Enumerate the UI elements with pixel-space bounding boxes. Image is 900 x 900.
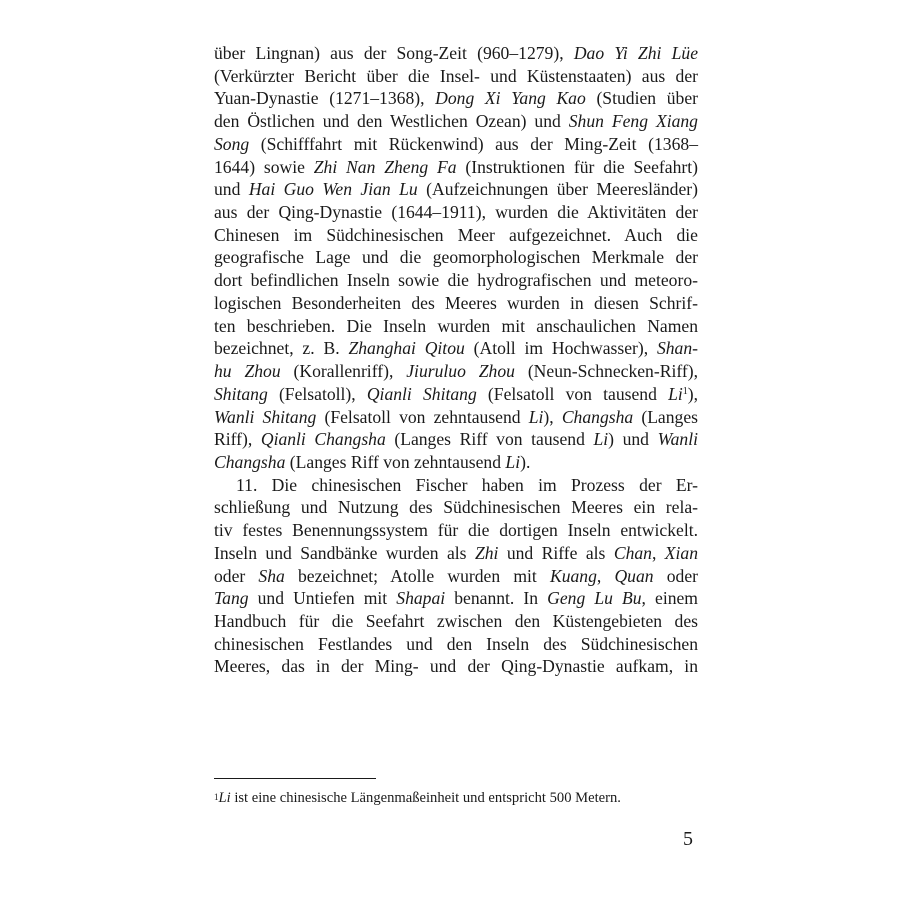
text-run: (Aufzeichnungen über Meeresländer) — [417, 179, 698, 200]
text-run: (Verkürzter Bericht über die Insel- und Küstenstaaten) aus der — [214, 65, 698, 86]
text-run: (Studien über — [585, 88, 698, 109]
italic-term: Wanli — [657, 429, 698, 450]
text-line — [214, 65, 698, 88]
text-run: 11. Die chinesischen Fischer haben im Prozess der Er- — [236, 474, 698, 495]
text-line — [214, 156, 698, 179]
italic-term: Song — [214, 133, 250, 154]
text-run: bezeichnet, z. B. — [214, 338, 349, 359]
text-run: und Untiefen mit — [248, 588, 397, 609]
footnote-divider — [214, 778, 376, 779]
text-line — [214, 474, 698, 497]
page-number: 5 — [683, 828, 693, 850]
text-line — [214, 428, 698, 451]
italic-term: Shan- — [656, 338, 698, 359]
italic-term: Li — [528, 406, 544, 427]
text-line — [214, 383, 698, 406]
text-line — [214, 542, 698, 565]
text-run: chinesischen Festlandes und den Inseln des Südchinesischen — [214, 633, 698, 654]
text-line — [214, 246, 698, 269]
italic-term: Jiuruluo Zhou — [406, 361, 515, 382]
italic-term: Quan — [614, 565, 654, 586]
text-run: (Schifffahrt mit Rückenwind) aus der Ming-Zeit (1368– — [249, 133, 698, 154]
italic-term: Shun Feng Xiang — [568, 111, 698, 132]
body-text — [214, 42, 698, 678]
italic-term: Xian — [664, 542, 699, 563]
italic-term: Hai Guo Wen Jian Lu — [248, 179, 418, 200]
text-line — [214, 633, 698, 656]
italic-term: hu Zhou — [214, 361, 281, 382]
text-run: oder — [653, 565, 698, 586]
footnote-ref: 1 — [682, 385, 688, 397]
text-run: logischen Besonderheiten des Meeres wurden in diesen Schrif- — [214, 292, 698, 313]
text-run: über Lingnan) aus der Song-Zeit (960–1279), — [214, 43, 574, 63]
text-line — [214, 133, 698, 156]
text-line — [214, 565, 698, 588]
text-run: Meeres, das in der Ming- und der Qing-Dynastie aufkam, in — [214, 656, 698, 677]
text-line — [214, 655, 698, 678]
italic-term: Chan — [613, 542, 652, 563]
text-run: ), — [543, 406, 562, 427]
text-line — [214, 110, 698, 133]
footnote — [214, 789, 698, 807]
text-line — [214, 451, 698, 474]
text-run: benannt. In — [445, 588, 548, 609]
text-line — [214, 519, 698, 542]
text-run: (Felsatoll von zehntausend — [316, 406, 529, 427]
italic-term: Dao Yi Zhi Lüe — [573, 43, 698, 63]
text-run: Handbuch für die Seefahrt zwischen den Küstengebieten des — [214, 610, 698, 631]
text-run: Riff), — [214, 429, 261, 450]
text-line — [214, 337, 698, 360]
italic-term: Shapai — [396, 588, 446, 609]
text-run: Chinesen im Südchinesischen Meer aufgezeichnet. Auch die — [214, 224, 698, 245]
text-run: ten beschrieben. Die Inseln wurden mit anschaulichen Namen — [214, 315, 698, 336]
text-line — [214, 42, 698, 65]
text-run: aus der Qing-Dynastie (1644–1911), wurden die Aktivitäten der — [214, 202, 698, 223]
text-run: dort befindlichen Inseln sowie die hydrografischen und meteoro- — [214, 270, 698, 291]
text-run: (Instruktionen für die Seefahrt) — [456, 156, 698, 177]
text-line — [214, 610, 698, 633]
text-line — [214, 587, 698, 610]
italic-term: Zhi — [474, 542, 499, 563]
italic-term: Zhi Nan Zheng Fa — [313, 156, 457, 177]
text-run: schließung und Nutzung des Südchinesischen Meeres ein rela- — [214, 497, 698, 518]
text-line — [214, 496, 698, 519]
text-run: (Langes — [633, 406, 698, 427]
text-line — [214, 269, 698, 292]
text-run: (Langes Riff von zehntausend — [285, 451, 506, 472]
italic-term: Shitang — [214, 383, 268, 404]
italic-term: Sha — [258, 565, 285, 586]
text-run: (Felsatoll von tausend — [476, 383, 669, 404]
text-line — [214, 178, 698, 201]
text-run: , — [596, 565, 615, 586]
text-run: (Atoll im Hochwasser), — [464, 338, 657, 359]
text-line — [214, 406, 698, 429]
text-run: Inseln und Sandbänke wurden als — [214, 542, 475, 563]
text-run: (Langes Riff von tausend — [385, 429, 594, 450]
footnote-text: ist eine chinesische Längenmaßeinheit und entspricht 500 Metern. — [230, 790, 621, 806]
italic-term: Dong Xi Yang Kao — [435, 88, 586, 109]
italic-term: Geng Lu Bu — [547, 588, 642, 609]
text-run: , — [651, 542, 665, 563]
text-run: ). — [520, 451, 531, 472]
footnote-term: Li — [218, 790, 231, 806]
italic-term: Tang — [214, 588, 249, 609]
text-line — [214, 224, 698, 247]
text-run: 1644) sowie — [214, 156, 314, 177]
text-run: (Felsatoll), — [267, 383, 367, 404]
text-run: ), — [687, 383, 699, 404]
italic-term: Qianli Shitang — [366, 383, 477, 404]
italic-term: Li — [505, 451, 521, 472]
text-run: Yuan-Dynastie (1271–1368), — [214, 88, 436, 109]
text-line — [214, 315, 698, 338]
text-line — [214, 292, 698, 315]
text-line — [214, 360, 698, 383]
text-run: , einem — [641, 588, 698, 609]
italic-term: Qianli Changsha — [260, 429, 386, 450]
text-run: bezeichnet; Atolle wurden mit — [284, 565, 550, 586]
italic-term: Zhanghai Qitou — [348, 338, 465, 359]
text-run: geografische Lage und die geomorphologischen Merkmale der — [214, 247, 698, 268]
italic-term: Changsha — [214, 451, 286, 472]
italic-term: Li — [593, 429, 609, 450]
text-run: und Riffe als — [498, 542, 614, 563]
text-run: oder — [214, 565, 259, 586]
text-run: (Korallenriff), — [280, 361, 407, 382]
italic-term: Changsha — [561, 406, 634, 427]
italic-term: Li — [668, 383, 683, 404]
text-line — [214, 87, 698, 110]
italic-term: Kuang — [549, 565, 597, 586]
text-run: tiv festes Benennungssystem für die dortigen Inseln entwickelt. — [214, 520, 698, 541]
text-run: den Östlichen und den Westlichen Ozean) und — [214, 111, 569, 132]
text-run: (Neun-Schnecken-Riff), — [514, 361, 698, 382]
text-line — [214, 201, 698, 224]
footnote-marker: 1 — [214, 792, 219, 802]
text-run: und — [214, 179, 249, 200]
italic-term: Wanli Shitang — [214, 406, 317, 427]
text-run: ) und — [608, 429, 658, 450]
